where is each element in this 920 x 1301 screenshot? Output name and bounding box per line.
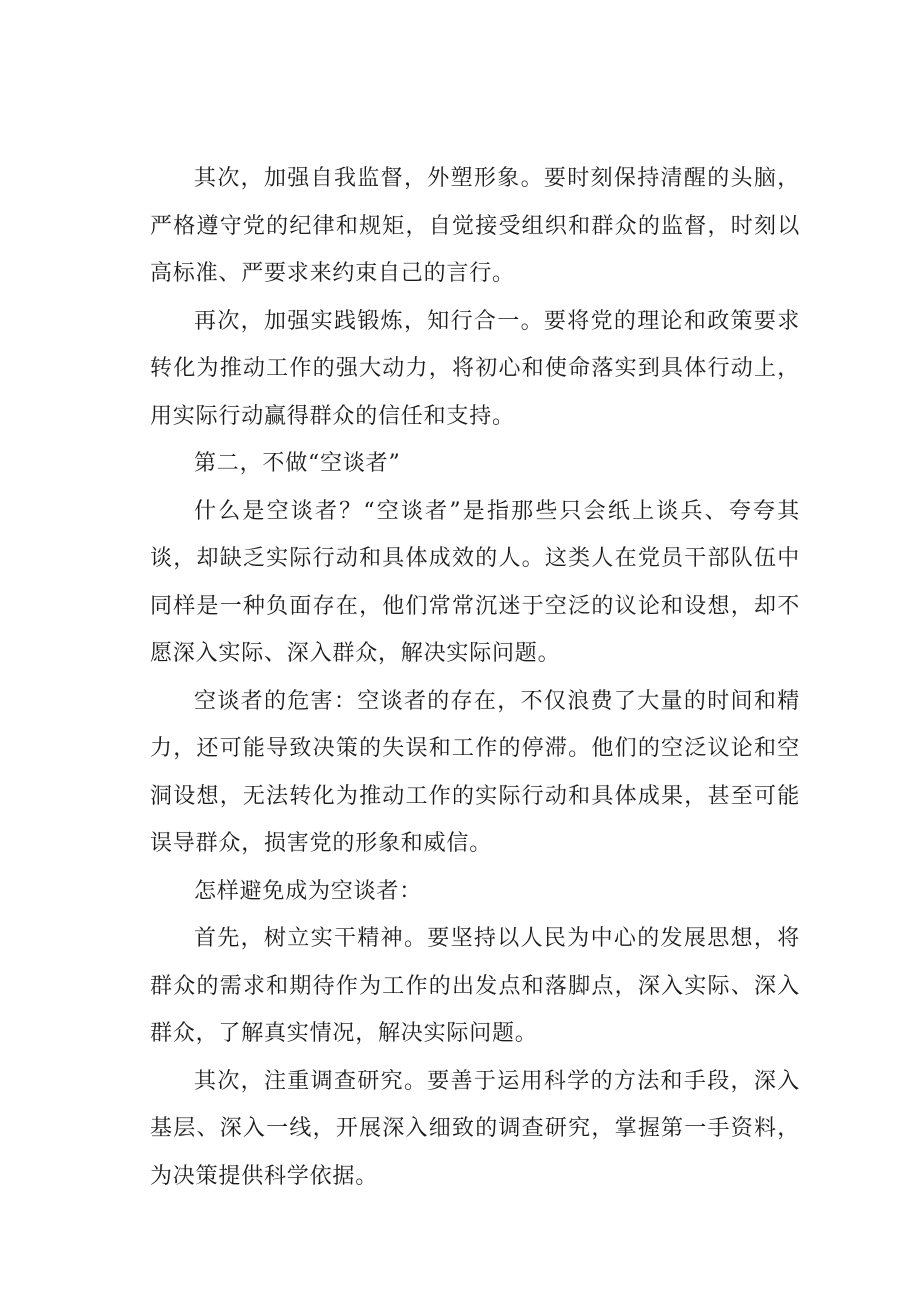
paragraph-self-supervision: 其次，加强自我监督，外塑形象。要时刻保持清醒的头脑，严格遵守党的纪律和规矩，自觉接受组织和群众的监督，时刻以高标准、严要求来约束自己的言行。 — [150, 166, 800, 286]
paragraph-definition: 什么是空谈者？“空谈者”是指那些只会纸上谈兵、夸夸其谈，却缺乏实际行动和具体成效的人。这类人在党员干部队伍中同样是一种负面存在，他们常常沉迷于空泛的议论和设想，却不愿深入实际、深入群众，解决实际问题。 — [150, 498, 800, 666]
paragraph-first-action: 首先，树立实干精神。要坚持以人民为中心的发展思想，将群众的需求和期待作为工作的出发点和落脚点，深入实际、深入群众，了解真实情况，解决实际问题。 — [150, 926, 800, 1046]
section-heading-empty-talker: 第二，不做“空谈者” — [194, 451, 401, 476]
document-body — [150, 155, 800, 1200]
paragraph-practice: 再次，加强实践锻炼，知行合一。要将党的理论和政策要求转化为推动工作的强大动力，将初心和使命落实到具体行动上，用实际行动赢得群众的信任和支持。 — [150, 308, 800, 429]
paragraph-how-to-avoid: 怎样避免成为空谈者： — [194, 878, 423, 904]
paragraph-second-research: 其次，注重调查研究。要善于运用科学的方法和手段，深入基层、深入一线，开展深入细致的调查研究，掌握第一手资料，为决策提供科学依据。 — [150, 1068, 800, 1189]
paragraph-harm: 空谈者的危害：空谈者的存在，不仅浪费了大量的时间和精力，还可能导致决策的失误和工作的停滞。他们的空泛议论和空洞设想，无法转化为推动工作的实际行动和具体成果，甚至可能误导群众，损害党的形象和威信。 — [150, 688, 800, 856]
